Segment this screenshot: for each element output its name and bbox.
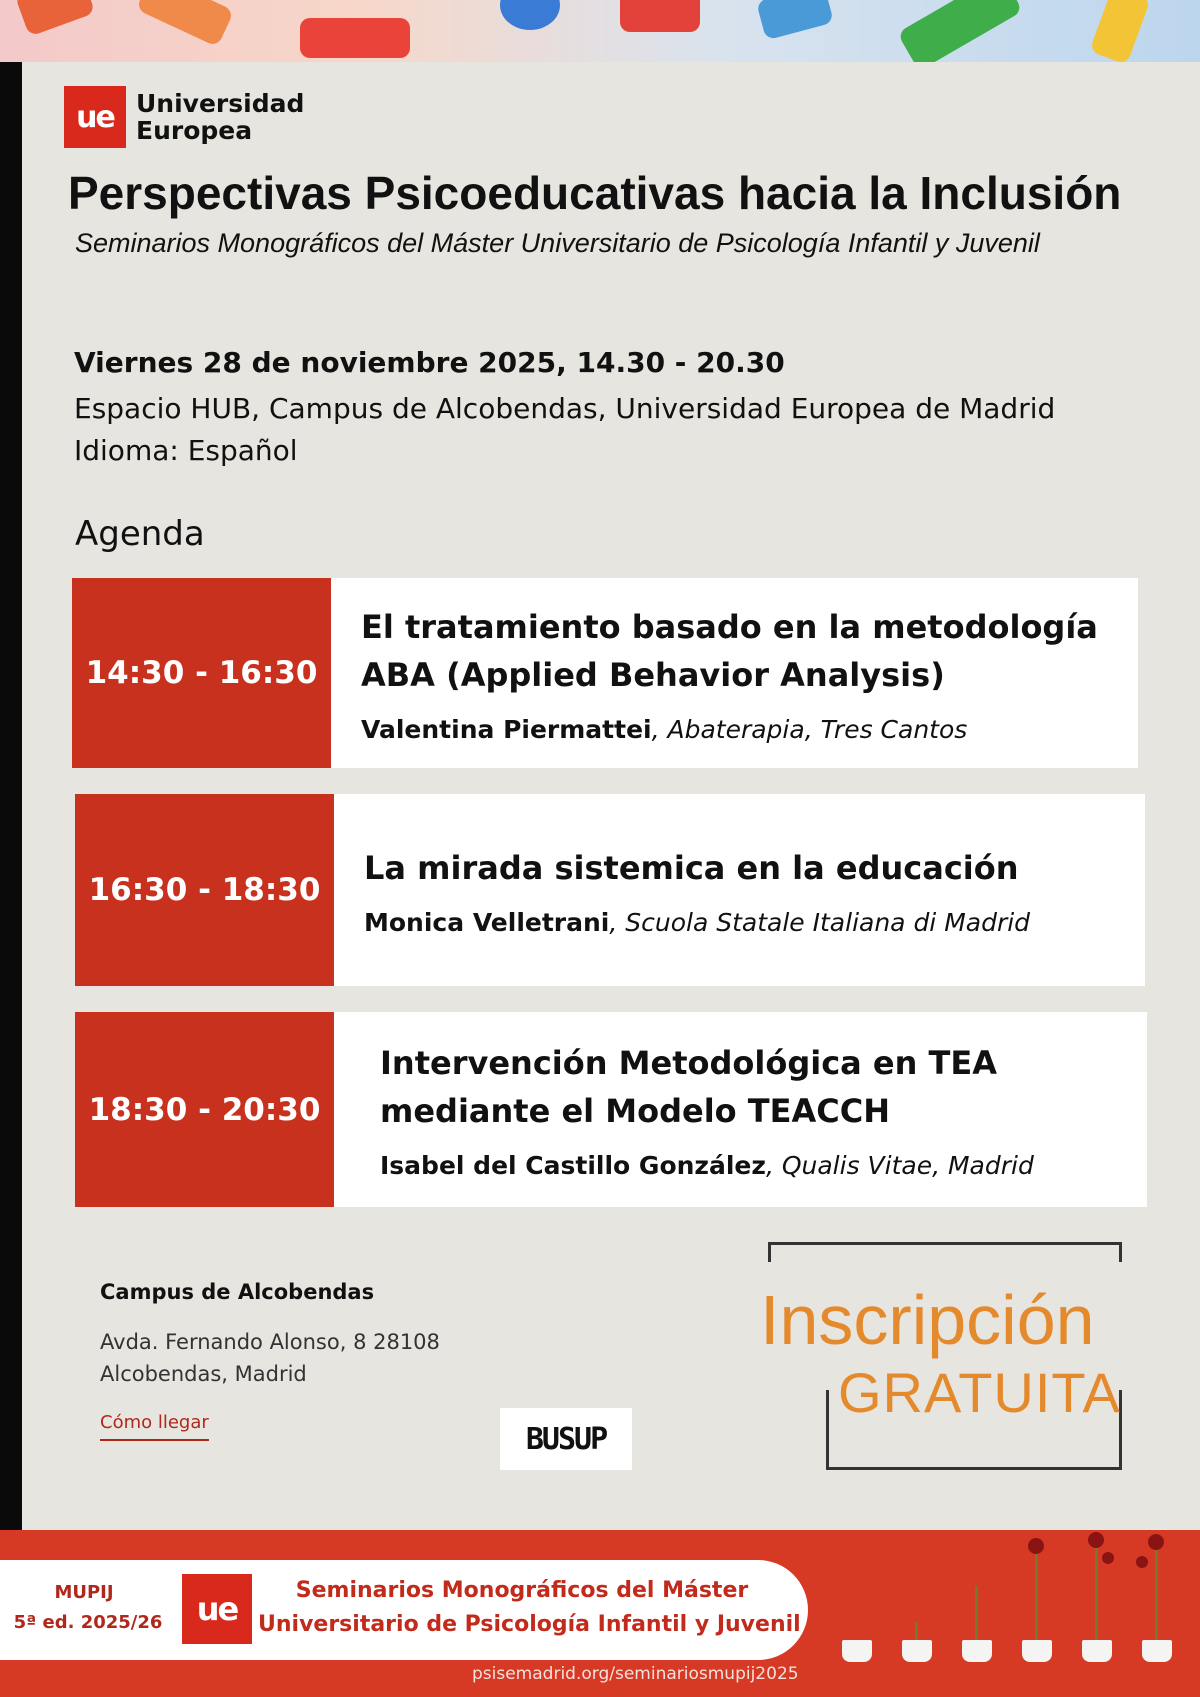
campus-address-line-2: Alcobendas, Madrid <box>100 1362 307 1386</box>
registration-label[interactable]: Inscripción <box>760 1281 1095 1359</box>
session-time: 18:30 - 20:30 <box>75 1012 334 1207</box>
busup-logo: BUSUP <box>500 1408 632 1470</box>
footer-title-line-1: Seminarios Monográficos del Máster <box>295 1578 749 1603</box>
event-venue: Espacio HUB, Campus de Alcobendas, Universidad Europea de Madrid <box>74 392 1056 425</box>
footer-ue-logo: ue <box>182 1574 252 1644</box>
session-title-line: ABA (Applied Behavior Analysis) <box>361 655 945 694</box>
campus-address-line-1: Avda. Fernando Alonso, 8 28108 <box>100 1330 440 1354</box>
speaker-name: Valentina Piermattei <box>361 714 652 744</box>
event-date-time: Viernes 28 de noviembre 2025, 14.30 - 20.30 <box>74 346 785 379</box>
session-speaker <box>380 1151 1147 1180</box>
session-details <box>334 794 1145 986</box>
left-edge-bar <box>0 62 22 1530</box>
ue-logo-mark: ue <box>64 86 126 148</box>
university-logo <box>64 86 304 148</box>
registration-frame-top <box>768 1242 1122 1262</box>
session-details <box>331 578 1138 768</box>
speaker-affiliation: , Qualis Vitae, Madrid <box>765 1151 1034 1180</box>
program-edition: 5ª ed. 2025/26 <box>13 1612 163 1633</box>
agenda-heading: Agenda <box>75 514 205 554</box>
top-banner-image <box>0 0 1200 62</box>
logo-line-2: Europea <box>136 116 253 145</box>
speaker-affiliation: , Abaterapia, Tres Cantos <box>651 714 968 744</box>
session-speaker <box>364 908 1145 937</box>
footer-url[interactable]: psisemadrid.org/seminariosmupij2025 <box>472 1664 799 1684</box>
speaker-name: Isabel del Castillo González <box>380 1151 766 1180</box>
session-title <box>380 1039 1147 1135</box>
logo-line-1: Universidad <box>136 89 305 118</box>
speaker-affiliation: , Scuola Statale Italiana di Madrid <box>609 907 1031 937</box>
page-subtitle: Seminarios Monográficos del Máster Universitario de Psicología Infantil y Juvenil <box>75 228 1040 258</box>
session-title-line: La mirada sistemica en la educación <box>364 848 1019 887</box>
session-title <box>364 844 1145 892</box>
page-title: Perspectivas Psicoeducativas hacia la Inclusión <box>68 167 1122 219</box>
footer-pill <box>0 1560 808 1660</box>
session-time: 16:30 - 18:30 <box>75 794 334 986</box>
program-code: MUPIJ <box>54 1582 114 1603</box>
directions-link[interactable]: Cómo llegar <box>100 1412 209 1441</box>
session-speaker <box>361 715 1138 744</box>
session-title-line: mediante el Modelo TEACCH <box>380 1092 890 1130</box>
footer-title-line-2: Universitario de Psicología Infantil y Juvenil <box>258 1612 801 1637</box>
agenda-session-1 <box>72 578 1138 768</box>
session-details <box>334 1012 1147 1207</box>
campus-name: Campus de Alcobendas <box>100 1280 375 1304</box>
session-title-line: Intervención Metodológica en TEA <box>380 1044 997 1082</box>
logo-wordmark <box>136 90 304 144</box>
agenda-session-3 <box>75 1012 1147 1207</box>
session-title <box>361 603 1138 699</box>
session-title-line: El tratamiento basado en la metodología <box>361 607 1098 646</box>
registration-free-label[interactable]: GRATUITA <box>838 1361 1121 1424</box>
session-time: 14:30 - 16:30 <box>72 578 331 768</box>
speaker-name: Monica Velletrani <box>364 907 610 937</box>
event-language: Idioma: Español <box>74 434 298 467</box>
growing-plants-illustration <box>830 1530 1190 1697</box>
agenda-session-2 <box>75 794 1145 986</box>
